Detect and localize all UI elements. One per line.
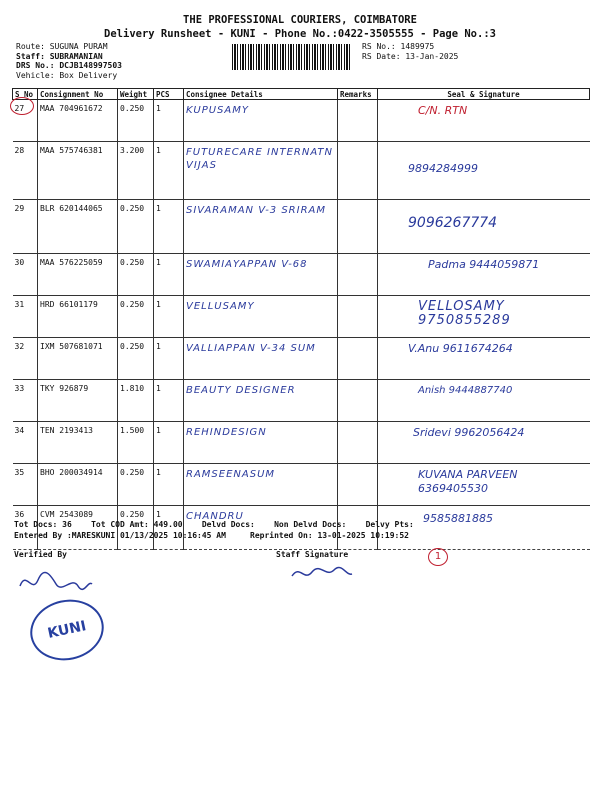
- cell-pcs: 1: [154, 338, 184, 380]
- cell-weight: 0.250: [118, 200, 154, 254]
- verified-by-label: Verified By: [14, 550, 67, 559]
- cell-remarks: [338, 380, 378, 422]
- cell-sno: 34: [13, 422, 38, 464]
- cell-weight: 3.200: [118, 142, 154, 200]
- cell-consignment: MAA 575746381: [38, 142, 118, 200]
- cell-pcs: 1: [154, 464, 184, 506]
- cell-sno: 28: [13, 142, 38, 200]
- totals-line: [14, 520, 594, 530]
- cell-consignment: TEN 2193413: [38, 422, 118, 464]
- col-consignment: Consignment No: [38, 89, 118, 100]
- cell-pcs: 1: [154, 200, 184, 254]
- cell-sno: 36: [13, 506, 38, 550]
- cell-consignment: CVM 2543089: [38, 506, 118, 550]
- cell-remarks: [338, 296, 378, 338]
- non-delvd-docs: Non Delvd Docs:: [274, 520, 347, 529]
- cell-pcs: 1: [154, 254, 184, 296]
- runsheet-subtitle: Delivery Runsheet - KUNI - Phone No.:0422-3505555 - Page No.:3: [104, 28, 496, 40]
- barcode-image: [232, 44, 350, 70]
- cell-pcs: 1: [154, 296, 184, 338]
- cell-consignment: TKY 926879: [38, 380, 118, 422]
- cell-seal: 9585881885: [378, 506, 590, 550]
- cell-consignment: MAA 704961672: [38, 100, 118, 142]
- cell-sno: 27: [13, 100, 38, 142]
- col-weight: Weight: [118, 89, 154, 100]
- cell-seal: Anish 9444887740: [378, 380, 590, 422]
- cell-seal: 9894284999: [378, 142, 590, 200]
- cell-remarks: [338, 142, 378, 200]
- cell-seal: C/N. RTN: [378, 100, 590, 142]
- cell-consignee: VALLIAPPAN V-34 SUM: [184, 338, 338, 380]
- verifier-signature: [16, 566, 96, 596]
- route-info: [16, 42, 122, 80]
- tot-cod: Tot COD Amt: 449.00: [91, 520, 183, 529]
- cell-consignee: BEAUTY DESIGNER: [184, 380, 338, 422]
- table-header-row: [13, 89, 590, 100]
- cell-weight: 1.810: [118, 380, 154, 422]
- cell-remarks: [338, 254, 378, 296]
- delvd-docs: Delvd Docs:: [201, 520, 255, 529]
- tot-docs: Tot Docs: 36: [14, 520, 72, 529]
- col-pcs: PCS: [154, 89, 184, 100]
- cell-consignee: VELLUSAMY: [184, 296, 338, 338]
- cell-consignee: FUTURECARE INTERNATN VIJAS: [184, 142, 338, 200]
- cell-remarks: [338, 464, 378, 506]
- staff-signature: [286, 560, 356, 586]
- table-row: [13, 338, 590, 380]
- cell-weight: 0.250: [118, 506, 154, 550]
- cell-sno: 29: [13, 200, 38, 254]
- cell-weight: 0.250: [118, 254, 154, 296]
- table-row: [13, 296, 590, 338]
- cell-weight: 0.250: [118, 338, 154, 380]
- cell-consignment: HRD 66101179: [38, 296, 118, 338]
- cell-consignment: IXM 507681071: [38, 338, 118, 380]
- cell-seal: 9096267774: [378, 200, 590, 254]
- table-row: [13, 380, 590, 422]
- cell-consignee: REHINDESIGN: [184, 422, 338, 464]
- cell-consignment: BHO 200034914: [38, 464, 118, 506]
- route-label: Route: SUGUNA PURAM: [16, 42, 108, 51]
- cell-consignee: CHANDRU: [184, 506, 338, 550]
- entered-by: Entered By :MARESKUNI 01/13/2025 10:16:45 AM: [14, 531, 226, 540]
- staff-label: Staff: SUBRAMANIAN: [16, 51, 103, 61]
- cell-sno: 32: [13, 338, 38, 380]
- cell-seal: VELLOSAMY 9750855289: [378, 296, 590, 338]
- col-remarks: Remarks: [338, 89, 378, 100]
- row-circle-mark: [10, 97, 34, 115]
- cell-remarks: [338, 200, 378, 254]
- cell-remarks: [338, 422, 378, 464]
- reprinted-on: Reprinted On: 13-01-2025 10:19:52: [250, 531, 409, 540]
- table-row: [13, 200, 590, 254]
- cell-consignment: MAA 576225059: [38, 254, 118, 296]
- staff-signature-label: Staff Signature: [276, 550, 349, 559]
- rs-number: RS No.: 1489975: [362, 42, 435, 51]
- cell-sno: 31: [13, 296, 38, 338]
- cell-weight: 0.250: [118, 296, 154, 338]
- cell-consignee: SWAMIAYAPPAN V-68: [184, 254, 338, 296]
- cell-consignment: BLR 620144065: [38, 200, 118, 254]
- col-seal: Seal & Signature: [378, 89, 590, 100]
- cell-pcs: 1: [154, 422, 184, 464]
- circled-number: 1: [428, 548, 448, 566]
- cell-weight: 0.250: [118, 100, 154, 142]
- drs-label: DRS No.: DCJB148997503: [16, 61, 122, 70]
- kuni-stamp: KUNI: [25, 593, 110, 667]
- cell-remarks: [338, 100, 378, 142]
- cell-weight: 0.250: [118, 464, 154, 506]
- cell-consignee: SIVARAMAN V-3 SRIRAM: [184, 200, 338, 254]
- cell-remarks: [338, 338, 378, 380]
- col-sno: S No: [13, 89, 38, 100]
- table-row: [13, 464, 590, 506]
- table-row: [13, 422, 590, 464]
- cell-consignee: RAMSEENASUM: [184, 464, 338, 506]
- table-row: [13, 254, 590, 296]
- cell-sno: 33: [13, 380, 38, 422]
- cell-pcs: 1: [154, 100, 184, 142]
- cell-seal: Padma 9444059871: [378, 254, 590, 296]
- entry-line: [14, 531, 594, 541]
- cell-sno: 30: [13, 254, 38, 296]
- runsheet-table: [12, 88, 590, 550]
- table-row: [13, 100, 590, 142]
- cell-seal: V.Anu 9611674264: [378, 338, 590, 380]
- cell-consignee: KUPUSAMY: [184, 100, 338, 142]
- cell-weight: 1.500: [118, 422, 154, 464]
- cell-pcs: 1: [154, 380, 184, 422]
- cell-pcs: 1: [154, 142, 184, 200]
- delvy-pts: Delvy Pts:: [365, 520, 414, 529]
- cell-seal: KUVANA PARVEEN 6369405530: [378, 464, 590, 506]
- rs-info: [362, 42, 458, 61]
- cell-sno: 35: [13, 464, 38, 506]
- table-row: [13, 142, 590, 200]
- cell-seal: Sridevi 9962056424: [378, 422, 590, 464]
- cell-pcs: 1: [154, 506, 184, 550]
- rs-date: RS Date: 13-Jan-2025: [362, 51, 459, 61]
- company-title: THE PROFESSIONAL COURIERS, COIMBATORE: [183, 14, 417, 26]
- col-consignee: Consignee Details: [184, 89, 338, 100]
- vehicle-label: Vehicle: Box Delivery: [16, 70, 118, 80]
